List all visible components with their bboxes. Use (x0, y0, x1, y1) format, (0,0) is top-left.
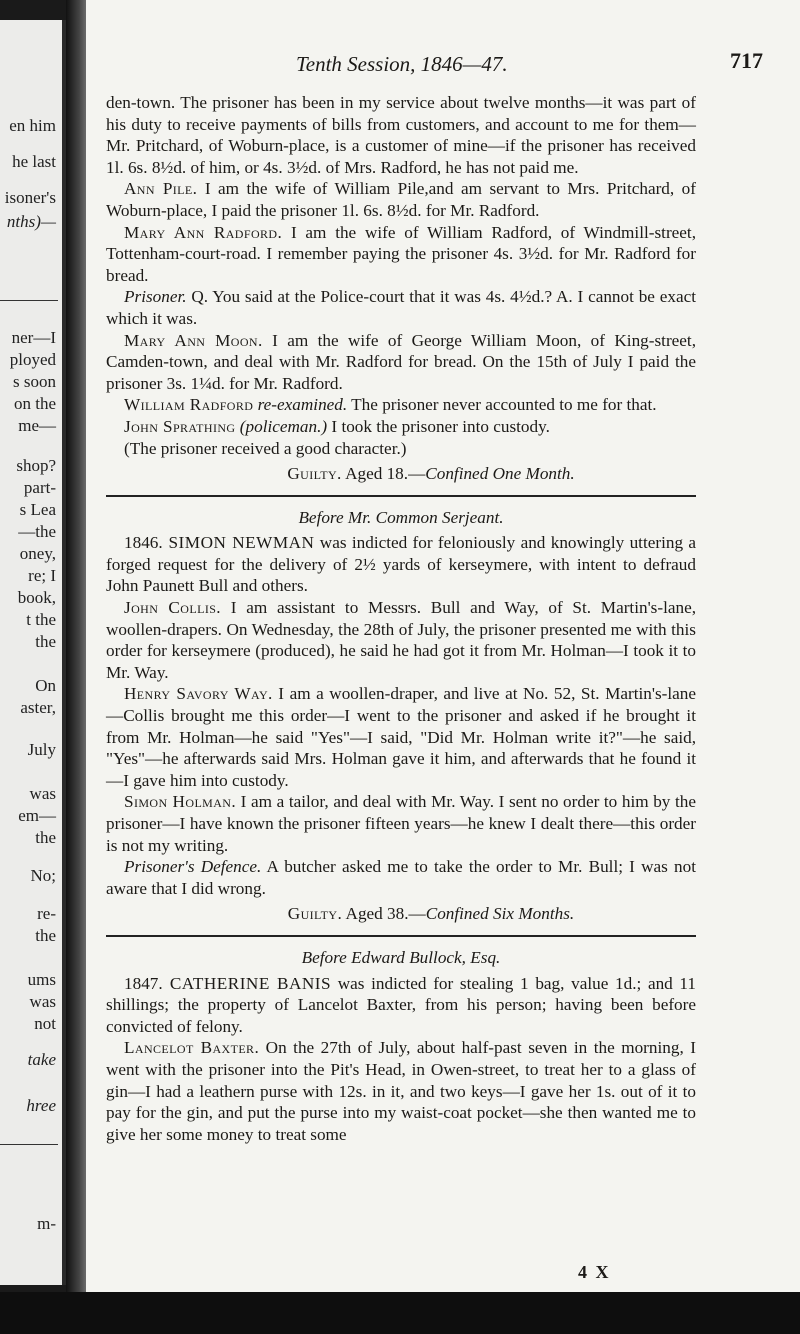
testimony-text: I am assistant to Messrs. Bull and Way, of St. Martin's-lane, woollen-drapers. On Wednesday, the 28th of July, the prisoner presented me with this order for kerseymere (produced), he said he had got it from Mr. Holman—I took it to Mr. Way. (106, 598, 697, 682)
paragraph-text: den-town. The prisoner has been in my service about twelve months—it was part of his duty to receive payments of bills from customers, and account to me for them—Mr. Pritchard, of Woburn-place, is a customer of mine—if the prisoner has received 1l. 6s. 8½d. of him, or 4s. 3½d. of Mrs. Radford, he has not paid me. (106, 93, 696, 177)
left-divider (0, 300, 58, 301)
left-page-fragment (0, 20, 66, 1285)
left-fragment: part- (23, 478, 56, 497)
testimony-text: I am a tailor, and deal with Mr. Way. I sent no order to him by the prisoner—I have known the prisoner fifteen years—he knew I dealt there—this order is not my writing. (106, 792, 697, 855)
left-fragment: No; (30, 866, 56, 885)
book-gutter (66, 0, 88, 1334)
verdict-line (106, 463, 696, 485)
testimony-paragraph (106, 286, 696, 329)
page-number: 717 (730, 48, 763, 73)
left-divider (0, 1144, 58, 1145)
witness-name: Simon Holman. (124, 792, 237, 812)
left-fragment: en him (9, 116, 56, 135)
testimony-text: On the 27th of July, about half-past seven in the morning, I went with the prisoner into the Pit's Head, in Owen-street, to treat her to a glass of gin—I had a leathern purse with 12s. in it, and two keys—I gave her 1s. out of it to pay for the gin, and put the purse into my waist-coat pocket—she then wanted me to give her some money to treat some (106, 1038, 696, 1144)
witness-name: John Collis. (124, 598, 221, 618)
section-divider (106, 495, 696, 497)
left-fragment: em— (18, 806, 56, 825)
witness-role: (policeman.) (235, 416, 328, 436)
testimony-paragraph (106, 1037, 696, 1145)
verdict-sentence: Confined Six Months. (425, 904, 575, 924)
left-fragment: ner—I (11, 328, 56, 347)
witness-name: Mary Ann Moon. (124, 330, 263, 350)
verdict-age: Aged 18.— (341, 464, 426, 484)
testimony-paragraph (106, 222, 696, 287)
section-divider (106, 935, 696, 937)
left-fragment: oney, (19, 544, 56, 563)
testimony-text: Q. You said at the Police-court that it was 4s. 4½d.? A. I cannot be exact which it was. (106, 287, 696, 328)
session-heading: Before Edward Bullock, Esq. (301, 947, 501, 967)
left-fragment: not (34, 1014, 56, 1033)
verdict-label: Guilty. (287, 464, 342, 484)
testimony-paragraph (106, 597, 696, 683)
left-fragment: t the (26, 610, 56, 629)
reexamined-note: re-examined. (253, 395, 348, 415)
testimony-text: I am the wife of George William Moon, of King-street, Camden-town, and deal with Mr. Radford for bread. On the 15th of July I paid the prisoner 3s. 1¼d. for Mr. Radford. (106, 330, 696, 393)
testimony-text: I am the wife of William Pile,and am servant to Mrs. Pritchard, of Woburn-place, I paid the prisoner 1l. 6s. 8½d. for Mr. Radford. (106, 179, 696, 220)
left-fragment: s Lea (19, 500, 56, 519)
testimony-text: I took the prisoner into custody. (327, 416, 550, 436)
page-body (106, 92, 696, 1145)
witness-name: Prisoner. (124, 287, 187, 307)
signature-mark: 4 X (578, 1262, 611, 1282)
right-page (86, 0, 800, 1292)
paragraph (106, 92, 696, 178)
left-fragment: re; I (28, 566, 56, 585)
left-fragment: On (35, 676, 56, 695)
scan-bottom-edge (0, 1292, 800, 1334)
left-fragment: on the (13, 394, 56, 413)
witness-name: William Radford (124, 395, 254, 415)
left-fragment: the (35, 926, 56, 945)
testimony-paragraph (106, 330, 696, 395)
testimony-paragraph (106, 394, 696, 416)
left-fragment: —the (18, 522, 56, 541)
defence-label: Prisoner's Defence. (124, 857, 262, 877)
testimony-paragraph (106, 416, 696, 438)
left-fragment: ployed (9, 350, 56, 369)
witness-name: Lancelot Baxter. (124, 1038, 260, 1058)
left-fragment: nths)— (6, 212, 56, 231)
case-heading (106, 532, 696, 597)
testimony-paragraph (106, 791, 696, 856)
testimony-paragraph (106, 856, 696, 899)
defendant-name: CATHERINE BANIS (162, 973, 332, 993)
verdict-age: Aged 38.— (342, 904, 426, 924)
verdict-line (106, 903, 696, 925)
left-fragment: the (35, 632, 56, 651)
testimony-text: I am a woollen-draper, and live at No. 52, St. Martin's-lane—Collis brought me this order—I went to the prisoner and asked if he brought it from Mr. Holman—he said "Yes"—I said, "Did Mr. Holman write it?"—he said, "Yes"—he afterwards said Mrs. Holman gave it him, and afterwards that he found it—I gave him into custody. (106, 684, 696, 790)
session-heading: Before Mr. Common Serjeant. (298, 507, 504, 527)
case-number: 1846. (124, 533, 163, 553)
indictment-text: was indicted for stealing 1 bag, value 1d.; and 11 shillings; the property of Lancelot Baxter, from his person; having been before convicted of felony. (106, 973, 696, 1036)
left-fragment: July (27, 740, 56, 759)
testimony-text: The prisoner never accounted to me for that. (347, 395, 657, 415)
left-fragment: ums (27, 970, 56, 989)
left-fragment: the (35, 828, 56, 847)
left-fragment: book, (17, 588, 56, 607)
left-fragment: was (29, 784, 56, 803)
verdict-sentence: Confined One Month. (425, 464, 575, 484)
left-fragment: he last (12, 152, 56, 171)
testimony-paragraph (106, 683, 696, 791)
left-fragment: s soon (13, 372, 56, 391)
defendant-name: SIMON NEWMAN (162, 533, 315, 553)
left-fragment: aster, (20, 698, 56, 717)
witness-name: Mary Ann Radford. (124, 222, 283, 242)
left-fragment: hree (26, 1096, 56, 1115)
witness-name: Henry Savory Way. (124, 684, 273, 704)
witness-name: Ann Pile. (124, 179, 198, 199)
character-note-text: (The prisoner received a good character.) (124, 438, 407, 458)
left-fragment: isoner's (4, 188, 56, 207)
running-title: Tenth Session, 1846—47. (296, 52, 508, 76)
left-fragment: me— (18, 416, 56, 435)
left-fragment: m- (37, 1214, 56, 1233)
left-fragment: re- (37, 904, 56, 923)
witness-name: John Sprathing (124, 416, 236, 436)
verdict-label: Guilty. (287, 904, 343, 924)
character-note (106, 438, 696, 460)
left-fragment: was (29, 992, 56, 1011)
indictment-text: was indicted for feloniously and knowingly uttering a forged request for the delivery of 2½ yards of kerseymere, with intent to defraud John Paunett Bull and others. (106, 533, 696, 596)
testimony-text: A butcher asked me to take the order to Mr. Bull; I was not aware that I did wrong. (106, 857, 696, 898)
case-number: 1847. (124, 973, 163, 993)
left-fragment: take (27, 1050, 56, 1069)
testimony-paragraph (106, 178, 696, 221)
left-fragment: shop? (16, 456, 56, 475)
case-heading (106, 973, 696, 1038)
testimony-text: I am the wife of William Radford, of Windmill-street, Tottenham-court-road. I remember paying the prisoner 4s. 3½d. for Mr. Radford for bread. (106, 222, 696, 285)
